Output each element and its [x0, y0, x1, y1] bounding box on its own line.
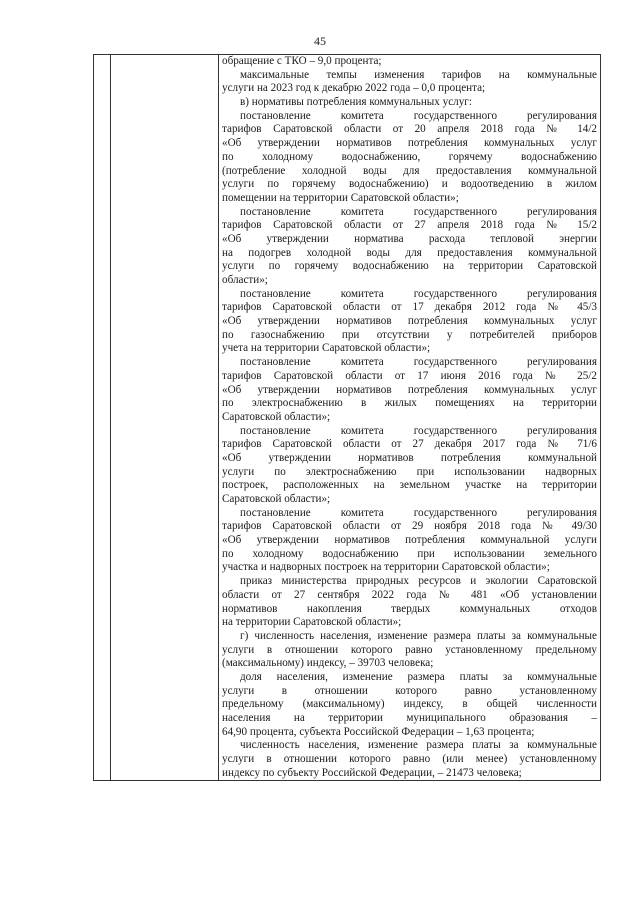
content-text [219, 55, 600, 780]
text-line: по холодному водоснабжению, горячему водоснабжению [222, 150, 597, 163]
table-cell-name [111, 55, 219, 781]
text-line: по холодному водоснабжению при использовании земельного [222, 547, 597, 560]
text-line: тарифов Саратовской области от 27 декабря 2017 года № 71/6 [222, 438, 597, 451]
text-line: 64,90 процента, субъекта Российской Федерации – 1,63 процента; [222, 725, 535, 738]
text-line: услуги в отношении которого равно установленному предельному [222, 643, 597, 656]
text-line: населения на территории муниципального образования – [222, 712, 597, 724]
text-line: предельному (максимальному) индексу, в общей численности [222, 698, 597, 711]
text-line: тарифов Саратовской области от 17 декабря 2012 года № 45/3 [222, 301, 597, 314]
text-line: на территории Саратовской области»; [222, 616, 402, 629]
page-number: 45 [314, 34, 326, 48]
text-line: «Об утверждении норматива расхода тепловой энергии [222, 232, 597, 245]
text-line: постановление комитета государственного регулирования [240, 109, 597, 122]
text-line: г) численность населения, изменение размера платы за коммунальные [240, 629, 597, 642]
table-row [94, 55, 601, 781]
text-line: по газоснабжению при отсутствии у потребителей приборов [222, 328, 597, 341]
table-cell-number [94, 55, 111, 781]
text-line: тарифов Саратовской области от 29 ноября 2018 года № 49/30 [222, 520, 597, 533]
text-line: постановление комитета государственного регулирования [240, 205, 597, 218]
text-line: услуги на 2023 год к декабрю 2022 года – 0,0 процента; [222, 82, 486, 95]
text-line: обращение с ТКО – 9,0 процента; [222, 55, 382, 67]
text-line: участка и надворных построек на территории Саратовской области»; [222, 561, 550, 574]
text-line: «Об утверждении нормативов потребления коммунальной [222, 451, 597, 464]
text-line: приказ министерства природных ресурсов и экологии Саратовской [240, 575, 597, 588]
text-line: постановление комитета государственного регулирования [240, 424, 597, 437]
text-line: Саратовской области»; [222, 493, 331, 505]
document-table [93, 54, 601, 781]
text-line: тарифов Саратовской области от 20 апреля 2018 года № 14/2 [222, 123, 597, 136]
text-line: (максимальному) индексу, – 39703 человека; [222, 657, 434, 670]
text-line: области»; [222, 274, 268, 286]
text-line: услуги в отношении которого равно установленному [222, 684, 597, 697]
text-line: учета на территории Саратовской области»; [222, 342, 431, 355]
text-line: на подогрев холодной воды для предоставления коммунальной [222, 246, 597, 259]
text-line: области от 27 сентября 2022 года № 481 «Об установлении [222, 588, 597, 601]
text-line: «Об утверждении нормативов потребления коммунальных услуг [222, 137, 597, 150]
text-line: «Об утверждении нормативов потребления коммунальных услуг [222, 383, 597, 396]
text-line: Саратовской области»; [222, 410, 331, 423]
text-line: помещении на территории Саратовской области»; [222, 191, 459, 204]
text-line: услуги в отношении которого равно (или менее) установленному [222, 753, 597, 766]
text-line: тарифов Саратовской области от 17 июня 2016 года № 25/2 [222, 369, 597, 382]
text-line: услуги по электроснабжению при использовании надворных [222, 465, 597, 478]
text-line: по электроснабжению в жилых помещениях на территории [222, 397, 597, 410]
text-line: доля населения, изменение размера платы за коммунальные [240, 670, 597, 683]
text-line: услуги по горячему водоснабжению на территории Саратовской [222, 260, 597, 273]
text-line: постановление комитета государственного регулирования [240, 287, 597, 300]
text-line: индексу по субъекту Российской Федерации, – 21473 человека; [222, 766, 522, 779]
table-cell-content [219, 55, 601, 781]
text-line: в) нормативы потребления коммунальных услуг: [240, 96, 472, 109]
text-line: (потребление холодной воды для предоставления коммунальной [222, 164, 597, 177]
text-line: услуги по горячему водоснабжению) и водоотведению в жилом [222, 178, 597, 191]
text-line: тарифов Саратовской области от 27 апреля 2018 года № 15/2 [222, 219, 597, 232]
text-line: «Об утверждении нормативов потребления коммунальных услуг [222, 315, 597, 328]
text-line: численность населения, изменение размера платы за коммунальные [240, 739, 597, 752]
text-line: постановление комитета государственного регулирования [240, 506, 597, 519]
text-line: построек, расположенных на земельном участке на территории [222, 479, 597, 492]
text-line: «Об утверждении нормативов потребления коммунальной услуги [222, 534, 597, 547]
text-line: постановление комитета государственного регулирования [240, 356, 597, 369]
text-line: максимальные темпы изменения тарифов на коммунальные [240, 68, 597, 81]
text-line: нормативов накопления твердых коммунальных отходов [222, 602, 597, 615]
